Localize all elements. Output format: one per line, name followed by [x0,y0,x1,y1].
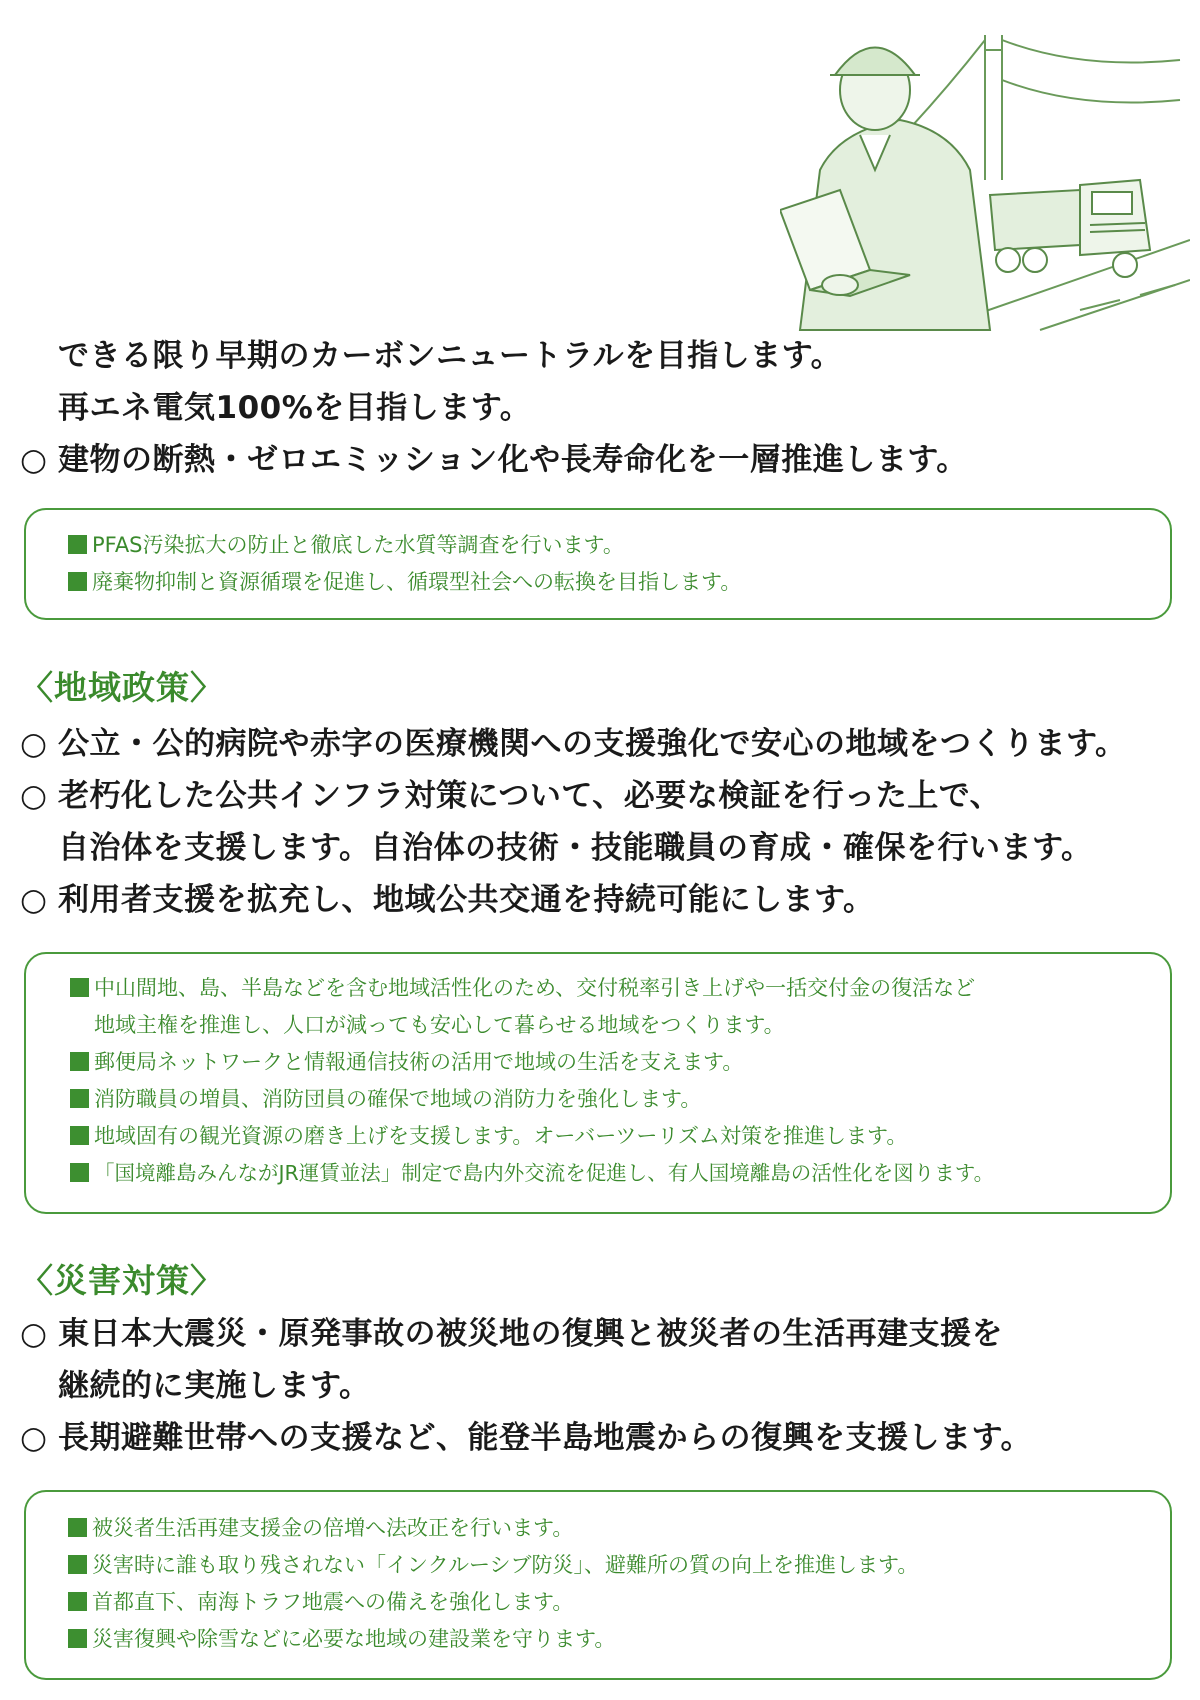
detail-item: 災害復興や除雪などに必要な地域の建設業を守ります。 [68,1621,1170,1658]
detail-item: 「国境離島みんながJR運賃並法」制定で島内外交流を促進し、有人国境離島の活性化を図ります。 [70,1155,1170,1192]
policy-line: 再エネ電気100%を目指します。 [58,390,532,426]
circle-bullet: ○ [20,1420,48,1456]
square-bullet-icon [70,978,89,997]
policy-line: ○ 老朽化した公共インフラ対策について、必要な検証を行った上で、 [20,770,1180,822]
detail-item: 中山間地、島、半島などを含む地域活性化のため、交付税率引き上げや一括交付金の復活など [70,970,1170,1007]
detail-item: 郵便局ネットワークと情報通信技術の活用で地域の生活を支えます。 [70,1044,1170,1081]
detail-item: PFAS汚染拡大の防止と徹底した水質等調査を行います。 [68,527,1170,564]
square-bullet-icon [70,1089,89,1108]
detail-item: 地域主権を推進し、人口が減っても安心して暮らせる地域をつくります。 [94,1013,785,1037]
square-bullet-icon [70,1126,89,1145]
circle-bullet: ○ [20,442,48,478]
detail-item: 消防職員の増員、消防団員の確保で地域の消防力を強化します。 [70,1081,1170,1118]
square-bullet-icon [68,1518,87,1537]
disaster-policy-list [20,1308,1180,1464]
regional-policy-list [20,718,1180,926]
square-bullet-icon [68,1629,87,1648]
circle-bullet: ○ [20,726,48,762]
square-bullet-icon [68,1555,87,1574]
policy-line: 継続的に実施します。 [58,1368,371,1404]
square-bullet-icon [70,1052,89,1071]
square-bullet-icon [68,1592,87,1611]
detail-item: 被災者生活再建支援金の倍増へ法改正を行います。 [68,1510,1170,1547]
circle-bullet: ○ [20,778,48,814]
policy-line: 自治体を支援します。自治体の技術・技能職員の育成・確保を行います。 [58,830,1093,866]
circle-bullet: ○ [20,882,48,918]
policy-line: ○ 利用者支援を拡充し、地域公共交通を持続可能にします。 [20,874,1180,926]
environment-policy-list [20,330,1180,486]
detail-item: 災害時に誰も取り残されない「インクルーシブ防災」、避難所の質の向上を推進します。 [68,1547,1170,1584]
square-bullet-icon [68,572,87,591]
policy-line: ○ 公立・公的病院や赤字の医療機関への支援強化で安心の地域をつくります。 [20,718,1180,770]
worker-with-laptop-and-truck-illustration-icon [780,20,1190,340]
section-heading-disaster: 〈災害対策〉 [20,1261,224,1300]
section-heading-regional: 〈地域政策〉 [20,668,224,707]
policy-line: できる限り早期のカーボンニュートラルを目指します。 [58,338,843,374]
square-bullet-icon [68,535,87,554]
disaster-detail-box [24,1490,1172,1680]
detail-item: 首都直下、南海トラフ地震への備えを強化します。 [68,1584,1170,1621]
policy-line: ○ 長期避難世帯への支援など、能登半島地震からの復興を支援します。 [20,1412,1180,1464]
detail-item: 地域固有の観光資源の磨き上げを支援します。オーバーツーリズム対策を推進します。 [70,1118,1170,1155]
policy-line: ○ 建物の断熱・ゼロエミッション化や長寿命化を一層推進します。 [20,434,1180,486]
environment-detail-box [24,508,1172,620]
regional-detail-box [24,952,1172,1214]
square-bullet-icon [70,1163,89,1182]
policy-line: ○ 東日本大震災・原発事故の被災地の復興と被災者の生活再建支援を [20,1308,1180,1360]
detail-item: 廃棄物抑制と資源循環を促進し、循環型社会への転換を目指します。 [68,564,1170,601]
circle-bullet: ○ [20,1316,48,1352]
